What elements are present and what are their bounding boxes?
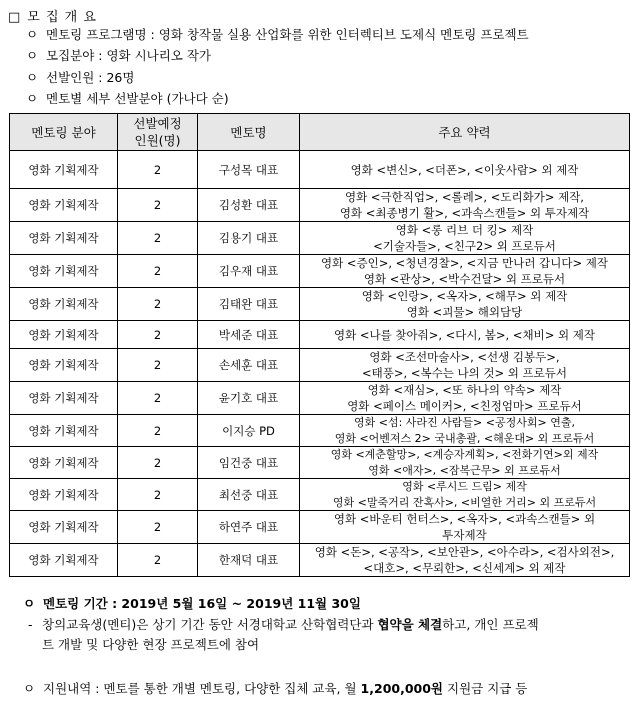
cell-count: 2 <box>118 511 198 544</box>
cell-count: 2 <box>118 321 198 349</box>
bullet-text: 멘토링 프로그램명 : 영화 창작물 실용 산업화를 위한 인터렉티브 도제식 멘토링 프로젝트 <box>46 27 529 42</box>
cell-mentor: 임건중 대표 <box>198 447 300 479</box>
period-desc-line1: - 창의교육생(멘티)은 상기 기간 동안 서경대학교 산학협력단과 협약을 체결하고, 개인 프로젝 <box>28 617 539 632</box>
cell-mentor: 손세훈 대표 <box>198 349 300 382</box>
cell-count: 2 <box>118 151 198 189</box>
cell-mentor: 한재덕 대표 <box>198 544 300 577</box>
table-row <box>10 222 630 255</box>
career-line: 영화 <돈>, <공작>, <보안관>, <아수라>, <검사외전>, <box>314 545 615 559</box>
bullet-field <box>26 46 211 64</box>
cell-field: 영화 기획제작 <box>10 447 118 479</box>
cell-career <box>300 382 630 415</box>
checkbox-square-icon: □ <box>8 10 22 25</box>
cell-count: 2 <box>118 382 198 415</box>
career-line: 영화 <나를 찾아줘>, <다시, 봄>, <채비> 외 제작 <box>333 327 595 342</box>
table-row <box>10 255 630 288</box>
header-mentor: 멘토명 <box>198 114 300 151</box>
circle-bullet-icon: ㅇ <box>26 48 39 63</box>
cell-career <box>300 349 630 382</box>
circle-bullet-icon: ㅇ <box>26 70 39 85</box>
cell-field: 영화 기획제작 <box>10 511 118 544</box>
cell-count: 2 <box>118 544 198 577</box>
career-line: 영화 <섬: 사라진 사람들> <공정사회> 연출, <box>354 416 575 429</box>
table-row <box>10 382 630 415</box>
career-line: 영화 <변신>, <더폰>, <이웃사람> 외 제작 <box>350 162 579 177</box>
cell-count: 2 <box>118 255 198 288</box>
cell-career <box>300 151 630 189</box>
support-amount: 1,200,000원 <box>360 681 444 696</box>
career-line: 영화 <관상>, <박수건달> 외 프로듀서 <box>363 272 566 286</box>
cell-career <box>300 255 630 288</box>
career-line: 영화 <조선마술사>, <선생 김봉두>, <box>369 350 560 364</box>
cell-career <box>300 222 630 255</box>
career-line: 영화 <증인>, <청년경찰>, <지금 만나러 갑니다> 제작 <box>320 256 609 270</box>
cell-career <box>300 189 630 222</box>
career-line: 영화 <바운티 헌터스>, <옥자>, <과속스캔들> 외 <box>333 512 596 526</box>
table-row <box>10 151 630 189</box>
cell-career <box>300 479 630 511</box>
table-row <box>10 349 630 382</box>
cell-career <box>300 511 630 544</box>
career-line: 영화 <루시드 드림> 제작 <box>402 480 527 493</box>
dash-marker: - <box>28 617 33 632</box>
header-field: 멘토링 분야 <box>10 114 118 151</box>
table-row <box>10 511 630 544</box>
career-line: 영화 <어벤져스 2> 국내총괄, <해운대> 외 프로듀서 <box>334 431 595 445</box>
header-career: 주요 약력 <box>300 114 630 151</box>
bullet-text: 멘토별 세부 선발분야 (가나다 순) <box>46 91 229 106</box>
cell-field: 영화 기획제작 <box>10 222 118 255</box>
table-row <box>10 189 630 222</box>
cell-field: 영화 기획제작 <box>10 151 118 189</box>
cell-mentor: 김우재 대표 <box>198 255 300 288</box>
cell-field: 영화 기획제작 <box>10 382 118 415</box>
cell-career <box>300 544 630 577</box>
cell-field: 영화 기획제작 <box>10 321 118 349</box>
cell-mentor: 최선중 대표 <box>198 479 300 511</box>
cell-field: 영화 기획제작 <box>10 349 118 382</box>
cell-mentor: 김태완 대표 <box>198 288 300 321</box>
cell-field: 영화 기획제작 <box>10 479 118 511</box>
table-row <box>10 544 630 577</box>
period-desc-bold: 협약을 체결 <box>377 617 443 632</box>
table-row <box>10 415 630 447</box>
career-line: 영화 <인랑>, <옥자>, <해무> 외 제작 <box>361 289 568 303</box>
cell-field: 영화 기획제작 <box>10 288 118 321</box>
period-line <box>23 594 361 612</box>
bullet-mentor-fields <box>26 89 229 107</box>
career-line: 영화 <괴물> 해외담당 <box>406 305 523 319</box>
cell-mentor: 박세준 대표 <box>198 321 300 349</box>
career-line: <대호>, <무뢰한>, <신세계> 외 제작 <box>363 561 566 575</box>
cell-field: 영화 기획제작 <box>10 189 118 222</box>
cell-career <box>300 447 630 479</box>
bullet-program-name <box>26 25 529 43</box>
career-line: 영화 <페이스 메이커>, <친정엄마> 프로듀서 <box>347 399 582 413</box>
cell-mentor: 구성목 대표 <box>198 151 300 189</box>
career-line: 영화 <극한직업>, <롤레>, <도리화가> 제작, <box>345 190 584 204</box>
cell-count: 2 <box>118 189 198 222</box>
bullet-text: 모집분야 : 영화 시나리오 작가 <box>46 48 212 63</box>
circle-bullet-icon: ㅇ <box>23 681 36 696</box>
bullet-text: 선발인원 : 26명 <box>46 70 135 85</box>
career-line: 영화 <롱 리브 더 킹> 제작 <box>395 223 534 237</box>
period-label: 멘토링 기간 : 2019년 5월 16일 ~ 2019년 11월 30일 <box>43 596 361 611</box>
bullet-count <box>26 68 134 86</box>
career-line: <기술자들>, <친구2> 외 프로듀서 <box>373 239 556 253</box>
table-header-row <box>10 114 630 151</box>
header-count: 선발예정 인원(명) <box>118 114 198 151</box>
table-row <box>10 321 630 349</box>
cell-count: 2 <box>118 222 198 255</box>
career-line: 영화 <애자>, <잠복근무> 외 프로듀서 <box>368 463 561 477</box>
cell-career <box>300 415 630 447</box>
career-line: 영화 <최종병기 활>, <과속스캔들> 외 투자제작 <box>339 206 590 220</box>
cell-field: 영화 기획제작 <box>10 255 118 288</box>
circle-bullet-icon: ㅇ <box>23 596 36 611</box>
support-line: ㅇ 지원내역 : 멘토를 통한 개별 멘토링, 다양한 집체 교육, 월 1,200,000원 지원금 지급 등 <box>23 681 528 696</box>
circle-bullet-icon: ㅇ <box>26 91 39 106</box>
table-row <box>10 447 630 479</box>
mentor-table <box>9 113 630 577</box>
cell-count: 2 <box>118 479 198 511</box>
cell-count: 2 <box>118 447 198 479</box>
career-line: 영화 <말죽거리 잔혹사>, <비열한 거리> 외 프로듀서 <box>332 495 597 509</box>
cell-count: 2 <box>118 415 198 447</box>
table-row <box>10 479 630 511</box>
cell-field: 영화 기획제작 <box>10 415 118 447</box>
cell-mentor: 김용기 대표 <box>198 222 300 255</box>
section-title: 모 집 개 요 <box>27 10 97 25</box>
career-line: 영화 <재심>, <또 하나의 약속> 제작 <box>367 383 562 397</box>
cell-mentor: 윤기호 대표 <box>198 382 300 415</box>
cell-career <box>300 288 630 321</box>
cell-count: 2 <box>118 288 198 321</box>
cell-mentor: 이지승 PD <box>198 415 300 447</box>
cell-mentor: 하연주 대표 <box>198 511 300 544</box>
cell-mentor: 김성환 대표 <box>198 189 300 222</box>
cell-count: 2 <box>118 349 198 382</box>
career-line: <태풍>, <복수는 나의 것> 외 프로듀서 <box>362 366 567 380</box>
career-line: 영화 <계춘할망>, <계승자계획>, <전화기연>외 제작 <box>330 448 599 461</box>
cell-career <box>300 321 630 349</box>
period-desc-line2: 트 개발 및 다양한 현장 프로젝트에 참여 <box>42 637 260 652</box>
cell-field: 영화 기획제작 <box>10 544 118 577</box>
circle-bullet-icon: ㅇ <box>26 27 39 42</box>
career-line: 투자제작 <box>442 528 487 542</box>
table-row <box>10 288 630 321</box>
section-header <box>8 6 97 25</box>
